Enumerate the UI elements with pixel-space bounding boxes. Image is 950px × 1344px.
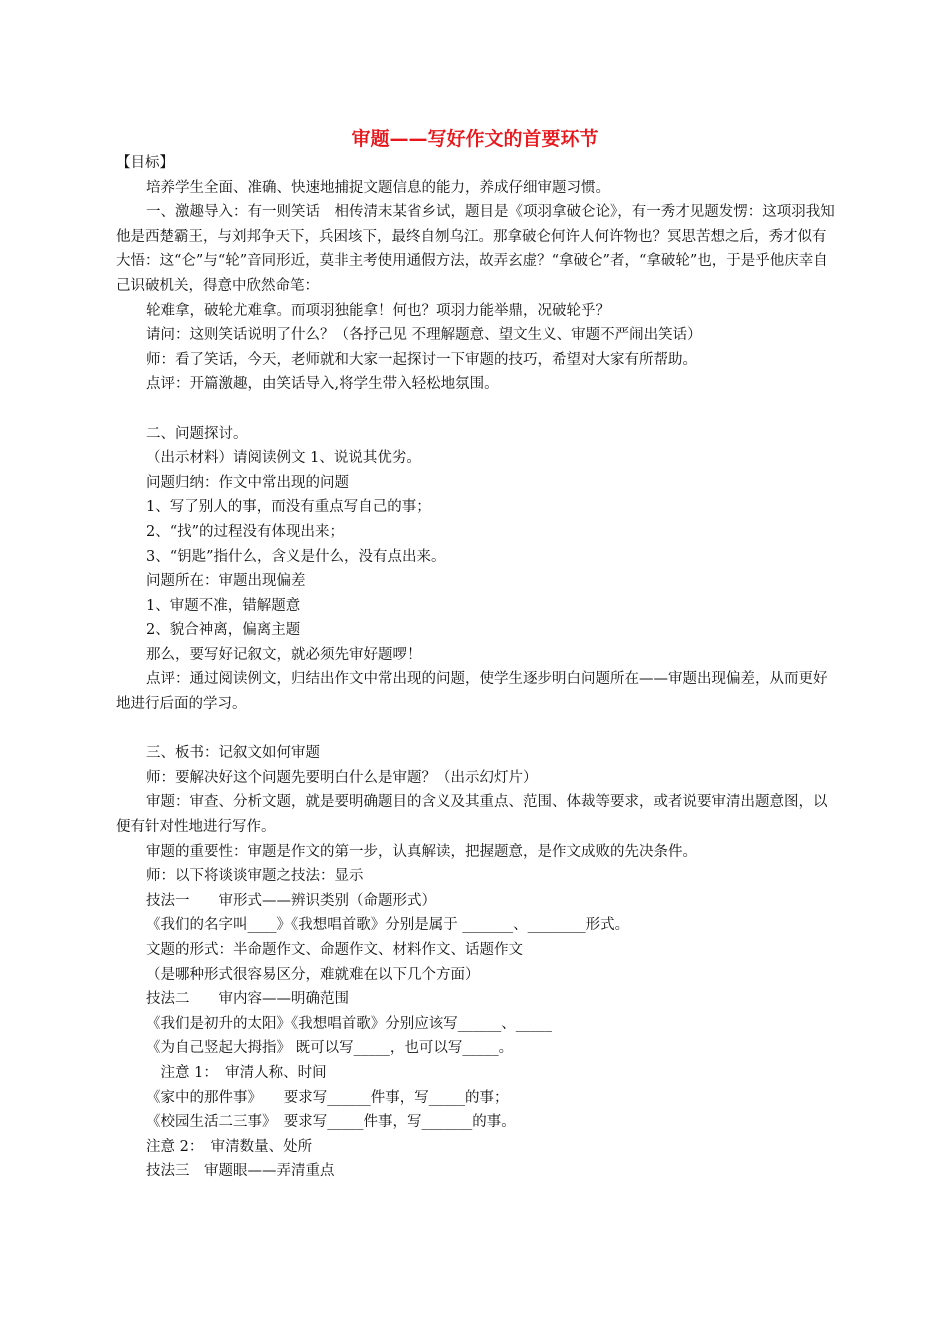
paragraph: 审题：审查、分析文题，就是要明确题目的含义及其重点、范围、体裁等要求，或者说要审清出题意图，以便有针对性地进行写作。	[116, 794, 828, 836]
paragraph: 《家中的那件事》 要求写______件事，写_____的事；	[146, 1089, 509, 1106]
paragraph: 请问：这则笑话说明了什么？（各抒己见 不理解题意、望文生义、审题不严闹出笑话）	[146, 327, 702, 344]
paragraph: 注意 1： 审清人称、时间	[146, 1064, 327, 1081]
paragraph: 技法二 审内容——明确范围	[146, 991, 349, 1008]
paragraph: 师：看了笑话，今天，老师就和大家一起探讨一下审题的技巧，希望对大家有所帮助。	[146, 351, 697, 368]
paragraph: 《校园生活二三事》 要求写_____件事，写_______的事。	[146, 1114, 516, 1131]
paragraph: 注意 2： 审清数量、处所	[146, 1138, 313, 1155]
blank-line	[116, 717, 838, 742]
paragraph: 问题归纳：作文中常出现的问题	[146, 474, 349, 491]
paragraph: 1、审题不准，错解题意	[146, 597, 301, 614]
paragraph: 点评：开篇激趣，由笑话导入,将学生带入轻松地氛围。	[146, 376, 499, 393]
document-title: 审题——写好作文的首要环节	[351, 128, 599, 150]
paragraph: 《我们的名字叫____》《我想唱首歌》分别是属于 _______、________形式。	[146, 917, 630, 934]
paragraph: 师：要解决好这个问题先要明白什么是审题？（出示幻灯片）	[146, 769, 538, 786]
paragraph: 一、激趣导入：有一则笑话 相传清末某省乡试，题目是《项羽拿破仑论》，有一秀才见题发愣：这项羽我知他是西楚霸王，与刘邦争天下，兵困垓下，最终自刎乌江。那拿破仑何许人何许物也？冥思苦想之后，秀才似有大悟：这“仑”与“轮”音同形近，莫非主考使用通假方法，故弄玄虚？“拿破仑”者，“拿破轮”也，于是乎他庆幸自己识破机关，得意中欣然命笔：	[116, 204, 835, 294]
paragraph: 轮难拿，破轮尤难拿。而项羽独能拿！何也？项羽力能举鼎，况破轮乎？	[146, 302, 610, 319]
paragraph: 审题的重要性：审题是作文的第一步，认真解读，把握题意，是作文成败的先决条件。	[146, 843, 697, 860]
paragraph: 《我们是初升的太阳》《我想唱首歌》分别应该写______、_____	[146, 1015, 552, 1032]
paragraph: 三、板书：记叙文如何审题	[146, 745, 320, 762]
paragraph: 2、“找”的过程没有体现出来；	[146, 523, 345, 540]
paragraph: 师：以下将谈谈审题之技法：显示	[146, 868, 364, 885]
paragraph: 培养学生全面、准确、快速地捕捉文题信息的能力，养成仔细审题习惯。	[146, 179, 610, 196]
paragraph: （出示材料）请阅读例文 1、说说其优劣。	[146, 450, 421, 467]
paragraph: 文题的形式：半命题作文、命题作文、材料作文、话题作文	[146, 942, 523, 958]
paragraph: （是哪种形式很容易区分，难就难在以下几个方面）	[146, 966, 480, 983]
paragraph: 2、貌合神离，偏离主题	[146, 622, 301, 639]
paragraph: 技法一 审形式——辨识类别（命题形式）	[146, 892, 436, 909]
paragraph: 1、写了别人的事，而没有重点写自己的事；	[146, 499, 431, 516]
paragraph: 二、问题探讨。	[146, 425, 248, 442]
paragraph: 技法三 审题眼——弄清重点	[146, 1163, 335, 1180]
goal-heading: 【目标】	[116, 155, 174, 171]
paragraph: 《为自己竖起大拇指》 既可以写_____，也可以写_____。	[146, 1040, 514, 1057]
paragraph-list	[116, 176, 838, 1184]
paragraph: 那么，要写好记叙文，就必须先审好题啰！	[146, 646, 422, 663]
document-body	[116, 151, 838, 1184]
paragraph: 3、“钥匙”指什么，含义是什么，没有点出来。	[146, 548, 446, 565]
paragraph: 点评：通过阅读例文，归结出作文中常出现的问题，使学生逐步明白问题所在——审题出现偏差，从而更好地进行后面的学习。	[116, 671, 828, 713]
blank-line	[116, 397, 838, 422]
paragraph: 问题所在：审题出现偏差	[146, 573, 306, 590]
